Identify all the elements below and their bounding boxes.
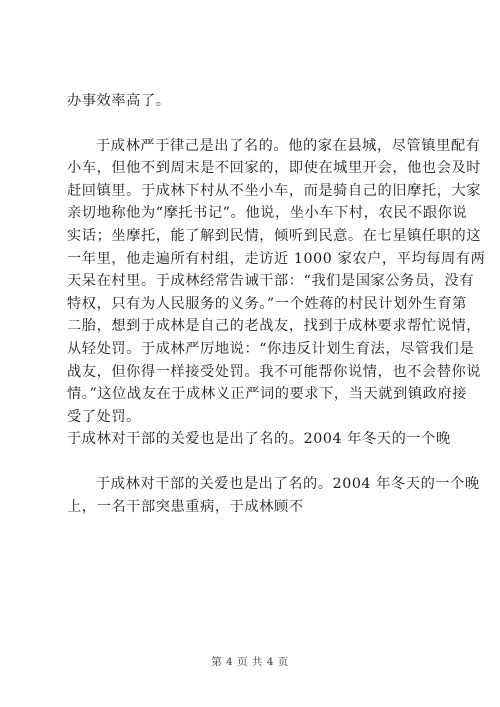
- text-line: 一年里，他走遍所有村组，走访近 1000 家农户，平均每周有两: [67, 250, 486, 267]
- text-line: 于成林严于律己是出了名的。他的家在县城，尽管镇里配有: [96, 137, 481, 154]
- text-line: 于成林对干部的关爱也是出了名的。2004 年冬天的一个晚: [96, 475, 480, 492]
- text-line: 从轻处罚。于成林严厉地说：“你违反计划生育法，尽管我们是: [67, 340, 475, 357]
- text-line: 亲切地称他为“摩托书记”。他说，坐小车下村，农民不跟你说: [67, 205, 468, 222]
- text-line: 特权，只有为人民服务的义务。”一个姓蒋的村民计划外生育第: [67, 295, 468, 312]
- paragraph-gap: [67, 113, 433, 135]
- paragraph-gap: [67, 451, 433, 473]
- text-line: 实话；坐摩托，能了解到民情，倾听到民意。在七星镇任职的这: [67, 227, 482, 244]
- text-line: 情。”这位战友在于成林义正严词的要求下，当天就到镇政府接: [67, 386, 468, 403]
- text-line: 受了处罚。: [67, 408, 141, 425]
- text-line: 上，一名干部突患重病，于成林顾不: [67, 498, 304, 515]
- text-line: 战友，但你得一样接受处罚。我不可能帮你说情，也不会替你说: [67, 363, 482, 380]
- text-line: 天呆在村里。于成林经常告诫干部：“我们是国家公务员，没有: [67, 273, 475, 290]
- text-line: 小车，但他不到周末是不回家的，即使在城里开会，他也会及时: [67, 160, 482, 177]
- text-line: 赶回镇里。于成林下村从不坐小车，而是骑自己的旧摩托，大家: [67, 182, 482, 199]
- body-text: [67, 90, 486, 518]
- text-line: 于成林对干部的关爱也是出了名的。2004 年冬天的一个晚: [67, 431, 451, 448]
- text-line: 办事效率高了。: [67, 93, 171, 109]
- text-line: 二胎，想到于成林是自己的老战友，找到于成林要求帮忙说情，: [67, 318, 482, 335]
- page-footer: 第 4 页 共 4 页: [211, 656, 289, 668]
